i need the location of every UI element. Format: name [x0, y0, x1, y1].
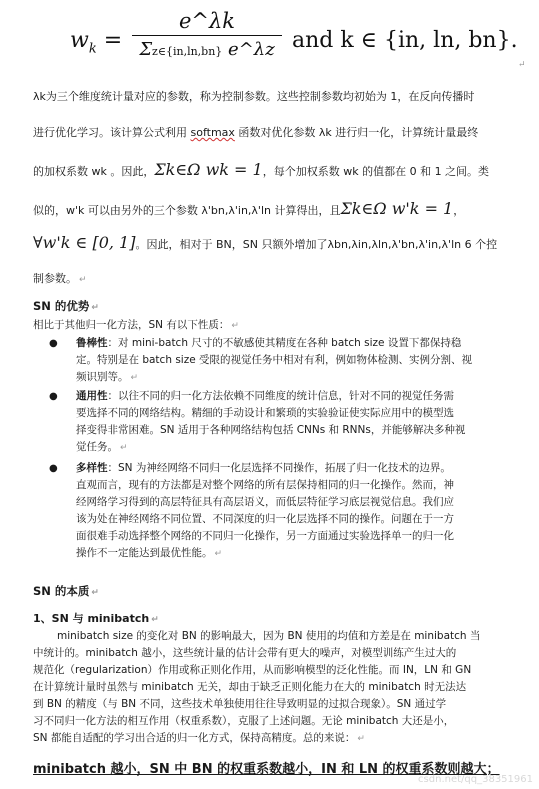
- formula-tail: and k ∈ {in, ln, bn}.: [292, 28, 518, 53]
- softmax-term: softmax: [190, 126, 235, 139]
- paragraph-line: ∀w'k ∈ [0, 1]。因此，相对于 BN，SN 只额外增加了λbn,λin,λln,λ'bn,λ'in,λ'ln 6 个控: [33, 233, 498, 252]
- essence-paragraph: minibatch size 的变化对 BN 的影响最大，因为 BN 使用的均值和方差是在 minibatch 当 中统计的。minibatch 越小，这些统计量的估计会带有更大的噪声，对模型训练产生过大的 规范化（regularization）作用或称正则化作用，从而影响模型的泛化性能。而 IN，LN 和 GN 在计算统计量时虽然与 minibatch 无关，却由于缺乏正则化能力在大的 minibatch 时无法达 到 BN 的精度（与 BN 不同，这些技术单独使用往往导致明显的过拟合现象）。SN 通过学 习不同归一化方法的相互作用（权重系数），克服了上述问题。无论 minibatch 大还是小， SN 都能自适配的学习出合适的归一化方式，保持高精度。总的来说： ↵: [33, 630, 481, 744]
- sum-prime-weights-formula: Σk∈Ω w'k = 1: [340, 199, 454, 218]
- formula-denominator: Σz∈{in,ln,bn} e^λz: [139, 39, 275, 60]
- formula-fraction: [132, 8, 282, 64]
- list-item: ● 通用性：以往不同的归一化方法依赖不同维度的统计信息，针对不同的视觉任务需 要选择不同的网络结构。精细的手动设计和繁琐的实验验证使实际应用中的模型选 择变得非常困难。SN 适用于各种网络结构包括 CNNs 和 RNNs，并能够解决多种视 觉任务。 ↵: [49, 390, 466, 453]
- section-heading: SN 的优势 ↵: [33, 299, 99, 313]
- paragraph-line: 的加权系数 wk 。因此，Σk∈Ω wk = 1，每个加权系数 wk 的值都在 0 和 1 之间。类: [33, 160, 490, 179]
- conclusion-line: minibatch 越小，SN 中 BN 的权重系数越小，IN 和 LN 的权重系数则越大；: [33, 762, 500, 777]
- sum-weights-formula: Σk∈Ω wk = 1: [154, 160, 263, 179]
- sub-heading: 1、SN 与 minibatch ↵: [33, 612, 159, 625]
- list-item: ● 多样性：SN 为神经网络不同归一化层选择不同操作，拓展了归一化技术的边界。 直观而言，现有的方法都是对整个网络的所有层保持相同的归一化操作。然而，神 经网络学习得到的高层特征具有高层语义，而低层特征学习底层视觉信息。我们应 该为处在神经网络不同位置、不同深度的归一化层选择不同的操作。问题在于一方 面很难手动选择整个网络的不同归一化操作，另一方面通过实验选择单一的归一化 操作不一定能达到最优性能。 ↵: [49, 462, 454, 559]
- fraction-bar: [132, 35, 282, 36]
- formula-numerator: e^λk: [178, 9, 236, 33]
- formula-lhs: $w_k$ =: [70, 28, 123, 57]
- forall-formula: ∀w'k ∈ [0, 1]: [33, 233, 136, 252]
- paragraph-line: 似的，w'k 可以由另外的三个参数 λ'bn,λ'in,λ'ln 计算得出，且Σk∈Ω w'k = 1，: [33, 199, 465, 218]
- softmax-weight-formula: $w_k$ = e^λk Σz∈{in,ln,bn} e^λz and k ∈ {in, ln, bn}. ↵: [70, 9, 526, 70]
- bullet-icon: ●: [49, 391, 58, 402]
- list-item: ● 鲁棒性：对 mini-batch 尺寸的不敏感使其精度在各种 batch size 设置下都保持稳 定。特别是在 batch size 受限的视觉任务中相对有利，例如物体检测、实例分割、视 频识别等。 ↵: [49, 337, 473, 383]
- section-heading: SN 的本质 ↵: [33, 584, 99, 598]
- paragraph-line: λk为三个维度统计量对应的参数，称为控制参数。这些控制参数均初始为 1，在反向传播时: [33, 90, 475, 103]
- intro-line: 相比于其他归一化方法，SN 有以下性质： ↵: [33, 319, 239, 331]
- paragraph-line: 进行优化学习。该计算公式利用 softmax 函数对优化参数 λk 进行归一化，计算统计量最终: [33, 126, 479, 139]
- bullet-icon: ●: [49, 463, 58, 474]
- watermark: csdn.net/qq_38351961: [418, 774, 533, 785]
- bullet-icon: ●: [49, 338, 58, 349]
- paragraph-line: 制参数。 ↵: [33, 272, 87, 285]
